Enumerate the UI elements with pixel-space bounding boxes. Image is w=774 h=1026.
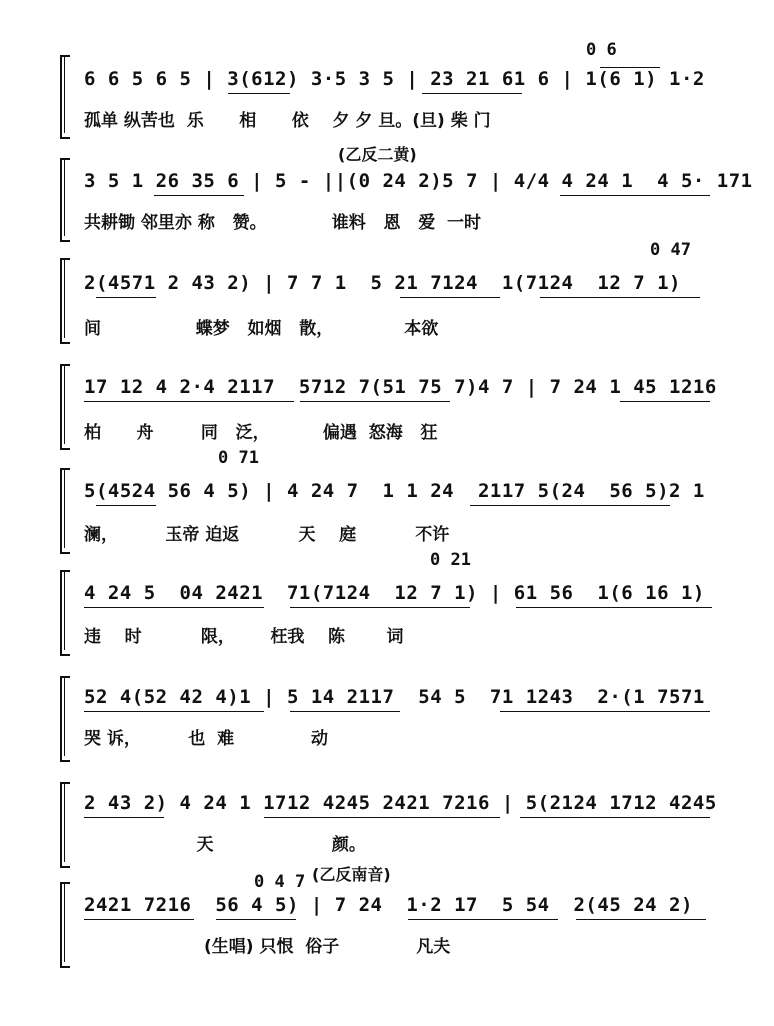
underline — [540, 297, 700, 298]
underline — [576, 919, 706, 920]
system-brace-inner — [64, 784, 68, 862]
underline — [264, 817, 500, 818]
underline — [84, 607, 264, 608]
lyrics-line: 澜， 玉帝 迫返 天 庭 不许 — [84, 525, 450, 545]
lyrics-line: 共耕锄 邻里亦 称 赞。 谁料 恩 爱 一时 — [84, 213, 482, 233]
system-brace-inner — [64, 366, 68, 444]
annotation-line: 0 71 — [218, 448, 259, 468]
lyrics-line: 天 颜。 — [84, 835, 366, 855]
underline — [600, 67, 660, 68]
underline — [154, 195, 244, 196]
annotation-line: 0 6 — [586, 40, 617, 60]
underline — [96, 505, 156, 506]
mode-label: (乙反二黄) — [338, 145, 417, 164]
notation-line: 3 5 1 26 35 6 | 5 - ||(0 24 2)5 7 | 4/4 4 24 1 4 5· 171 — [84, 170, 753, 192]
lyrics-line: (生唱) 只恨 俗子 凡夫 — [204, 937, 451, 957]
notation-line: 4 24 5 04 2421 71(7124 12 7 1) | 61 56 1(6 16 1) — [84, 582, 705, 604]
system-brace-inner — [64, 57, 68, 133]
system-brace-inner — [64, 260, 68, 338]
notation-line: 17 12 4 2·4 2117 5712 7(51 75 7)4 7 | 7 24 1 45 1216 — [84, 376, 717, 398]
lyrics-line: 哭 诉， 也 难 动 — [84, 729, 329, 749]
lyrics-line: 间 蝶梦 如烟 散， 本欲 — [84, 319, 439, 339]
notation-line: 2 43 2) 4 24 1 1712 4245 2421 7216 | 5(2124 1712 4245 — [84, 792, 717, 814]
underline — [422, 93, 522, 94]
notation-line: 5(4524 56 4 5) | 4 24 7 1 1 24 2117 5(24 56 5)2 1 — [84, 480, 705, 502]
lyrics-line: 柏 舟 同 泛， 偏遇 怒海 狂 — [84, 423, 438, 443]
system-brace-inner — [64, 572, 68, 650]
underline — [408, 919, 558, 920]
underline — [500, 711, 710, 712]
notation-line: 2(4571 2 43 2) | 7 7 1 5 21 7124 1(7124 12 7 1) — [84, 272, 681, 294]
underline — [84, 401, 294, 402]
mode-label: (乙反南音) — [312, 865, 391, 884]
underline — [228, 93, 290, 94]
underline — [470, 505, 670, 506]
notation-line: 6 6 5 6 5 | 3(612) 3·5 3 5 | 23 21 61 6 | 1(6 1) 1·2 — [84, 68, 705, 90]
underline — [520, 817, 710, 818]
underline — [290, 607, 470, 608]
annotation-line: 0 47 — [650, 240, 691, 260]
annotation-line: 0 21 — [430, 550, 471, 570]
underline — [84, 919, 194, 920]
underline — [96, 297, 156, 298]
lyrics-line: 孤单 纵苦也 乐 相 依 夕 夕 旦。(旦) 柴 门 — [84, 111, 491, 131]
underline — [300, 401, 450, 402]
notation-line: 2421 7216 56 4 5) | 7 24 1·2 17 5 54 2(45 24 2) — [84, 894, 693, 916]
underline — [560, 195, 710, 196]
annotation-line: 0 4 7 — [254, 872, 306, 892]
notation-line: 52 4(52 42 4)1 | 5 14 2117 54 5 71 1243 2·(1 7571 — [84, 686, 705, 708]
underline — [620, 401, 710, 402]
underline — [400, 297, 500, 298]
underline — [84, 711, 264, 712]
system-brace-inner — [64, 884, 68, 962]
system-brace-inner — [64, 470, 68, 548]
underline — [516, 607, 712, 608]
underline — [290, 711, 400, 712]
system-brace-inner — [64, 160, 68, 236]
system-brace-inner — [64, 678, 68, 756]
lyrics-line: 违 时 限， 枉我 陈 词 — [84, 627, 404, 647]
underline — [84, 817, 164, 818]
underline — [216, 919, 296, 920]
